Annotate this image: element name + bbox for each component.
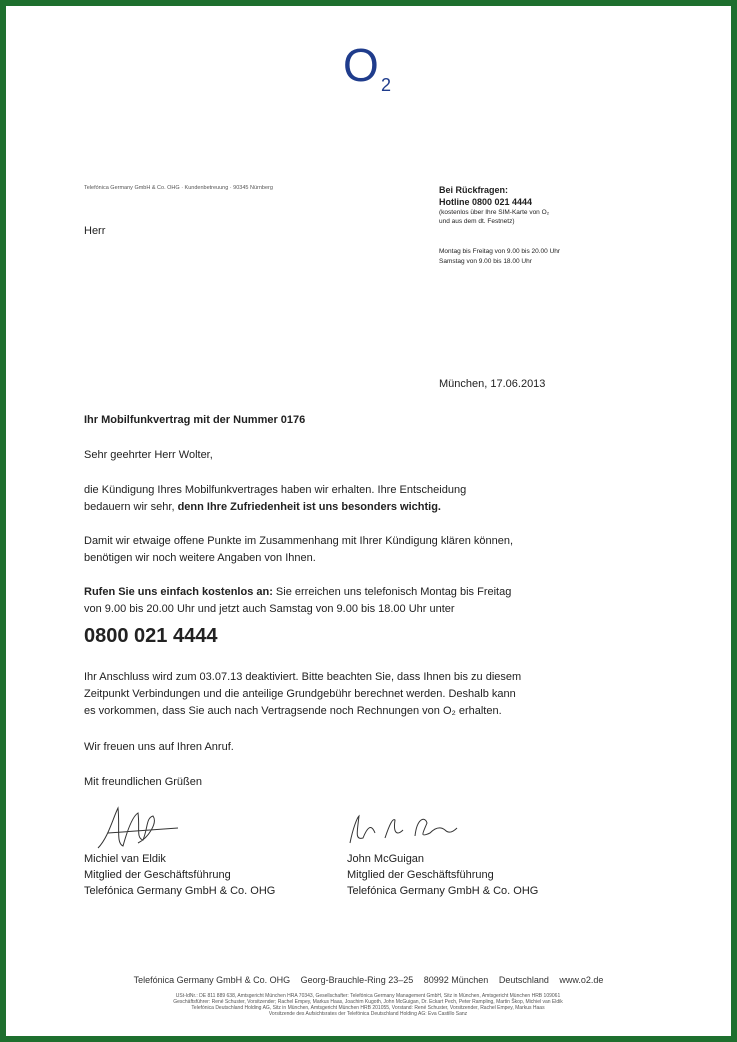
footer-web: www.o2.de xyxy=(559,975,604,985)
p3-line1: Sie erreichen uns telefonisch Montag bis Freitag xyxy=(272,586,512,598)
signer-2 xyxy=(347,851,607,899)
contact-block xyxy=(439,184,639,226)
p1-line2a: bedauern wir sehr, xyxy=(84,501,178,513)
footer-company: Telefónica Germany GmbH & Co. OHG xyxy=(133,975,291,985)
footer-city: 80992 München xyxy=(423,975,489,985)
signer1-company: Telefónica Germany GmbH & Co. OHG xyxy=(84,885,276,897)
p2-line1: Damit wir etwaige offene Punkte im Zusammenhang mit Ihrer Kündigung klären können, xyxy=(84,535,514,547)
sender-line: Telefónica Germany GmbH & Co. OHG · Kundenbetreuung · 90345 Nürnberg xyxy=(84,185,273,191)
p1-line1: die Kündigung Ihres Mobilfunkvertrages haben wir erhalten. Ihre Entscheidung xyxy=(84,484,467,496)
legal-notice xyxy=(88,993,648,1017)
p3-bold: Rufen Sie uns einfach kostenlos an: xyxy=(84,586,273,598)
p3-line2: von 9.00 bis 20.00 Uhr und jetzt auch Samstag von 9.00 bis 18.00 Uhr unter xyxy=(84,603,455,615)
p4-line3: es vorkommen, dass Sie auch nach Vertragsende noch Rechnungen von O₂ erhalten. xyxy=(84,705,502,717)
paragraph-1 xyxy=(84,482,604,516)
closing: Mit freundlichen Grüßen xyxy=(84,776,202,788)
signature-1 xyxy=(88,798,198,858)
hours-weekdays: Montag bis Freitag von 9.00 bis 20.00 Uhr xyxy=(439,248,561,255)
legal-line4: Vorsitzende des Aufsichtsrates der Telefónica Deutschland Holding AG: Eva Castillo Sanz xyxy=(268,1011,468,1017)
logo-letter: O xyxy=(343,41,379,91)
hours-saturday: Samstag von 9.00 bis 18.00 Uhr xyxy=(439,258,532,265)
p1-line2b: denn Ihre Zufriedenheit ist uns besonders wichtig. xyxy=(177,501,441,513)
contact-hours xyxy=(439,247,560,267)
contact-note2: und aus dem dt. Festnetz) xyxy=(439,218,515,225)
contact-heading: Bei Rückfragen: xyxy=(439,185,509,195)
signer2-company: Telefónica Germany GmbH & Co. OHG xyxy=(347,885,539,897)
letter-date: München, 17.06.2013 xyxy=(439,378,546,390)
paragraph-5: Wir freuen uns auf Ihren Anruf. xyxy=(84,741,234,753)
paragraph-4 xyxy=(84,669,604,720)
letter-subject: Ihr Mobilfunkvertrag mit der Nummer 0176 xyxy=(84,414,306,426)
legal-line1: USt-IdNr.: DE 811 889 638, Amtsgericht München HRA 70343, Gesellschafter: Telefónica Germany Management GmbH, Sitz in München, Amtsgericht München HRB 109061 xyxy=(175,993,561,999)
contact-note1: (kostenlos über Ihre SIM-Karte von O₂ xyxy=(439,209,550,216)
footer-country: Deutschland xyxy=(498,975,549,985)
paragraph-2 xyxy=(84,533,604,567)
recipient: Herr xyxy=(84,225,106,237)
p4-line2: Zeitpunkt Verbindungen und die anteilige Grundgebühr berechnet werden. Deshalb kann xyxy=(84,688,516,700)
signer-1 xyxy=(84,851,344,899)
signer1-name: Michiel van Eldik xyxy=(84,853,166,865)
contact-hotline: Hotline 0800 021 4444 xyxy=(439,197,533,207)
signer2-name: John McGuigan xyxy=(347,853,425,865)
legal-line3: Telefónica Deutschland Holding AG, Sitz in München, Amtsgericht München HRB 201055, Vorstand: René Schuster, Vorsitzender, Rachel Empey, Markus Haas xyxy=(191,1005,545,1011)
p4-line1: Ihr Anschluss wird zum 03.07.13 deaktiviert. Bitte beachten Sie, dass Ihnen bis zu diesem xyxy=(84,671,522,683)
signer1-role: Mitglied der Geschäftsführung xyxy=(84,869,231,881)
signature-2 xyxy=(345,808,465,853)
signer2-role: Mitglied der Geschäftsführung xyxy=(347,869,494,881)
p2-line2: benötigen wir noch weitere Angaben von Ihnen. xyxy=(84,552,316,564)
hotline-number: 0800 021 4444 xyxy=(84,625,218,647)
footer-street: Georg-Brauchle-Ring 23–25 xyxy=(300,975,414,985)
letter-salutation: Sehr geehrter Herr Wolter, xyxy=(84,449,213,461)
footer xyxy=(0,975,737,985)
legal-line2: Geschäftsführer: René Schuster, Vorsitzender; Rachel Empey, Markus Haas, Joachim Kugoth, John McGuigan, Dr. Eckart Pech, Peter Rampling, Martin Škop, Michiel van Eldik xyxy=(173,999,563,1005)
logo-sub: 2 xyxy=(381,75,392,93)
o2-logo xyxy=(341,41,403,93)
paragraph-3 xyxy=(84,584,604,618)
